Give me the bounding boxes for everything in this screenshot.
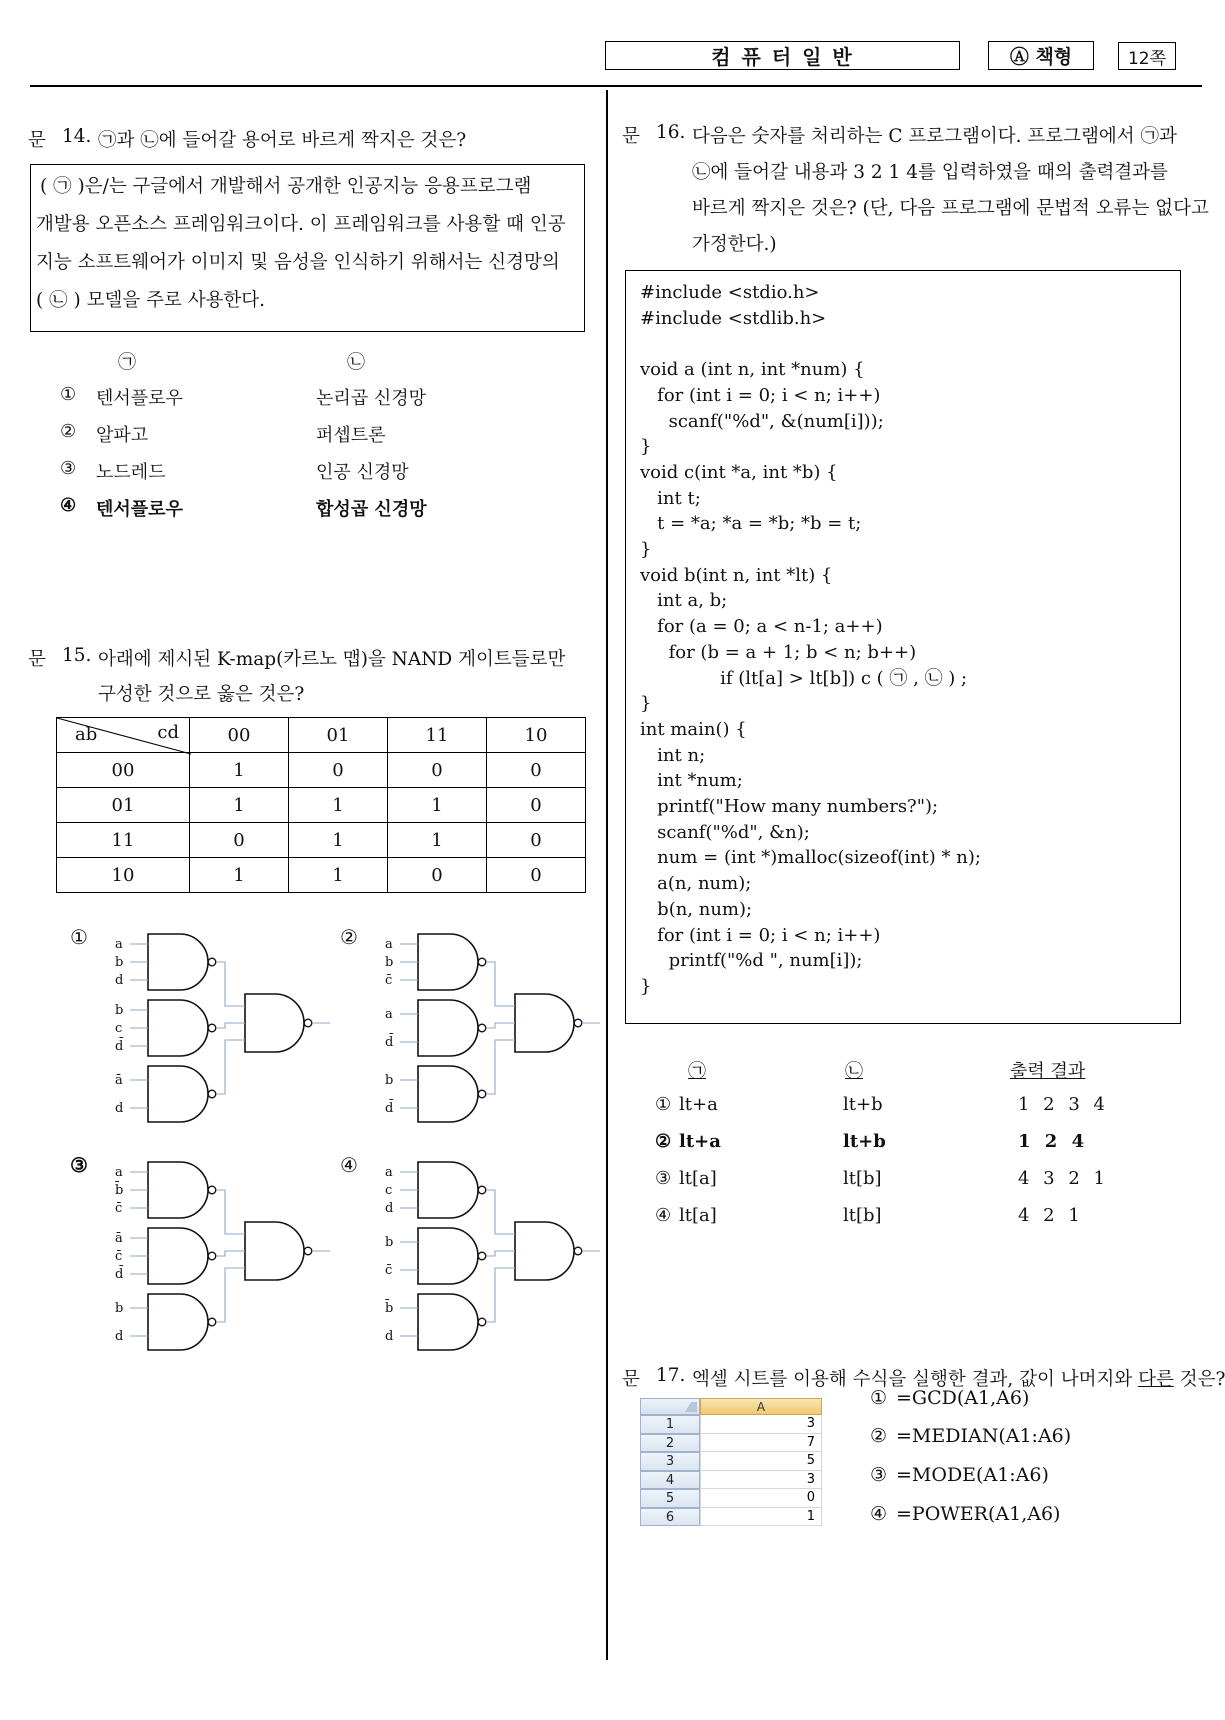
q14-choice-2-a: 알파고 [96,425,149,446]
q16-choice-3-out: 4 3 2 1 [1018,1168,1109,1189]
internal-wire [486,1190,515,1234]
kmap-col-header: 10 [487,718,586,753]
q16-question-line-2: ㉡에 들어갈 내용과 3 2 1 4를 입력하였을 때의 출력결과를 [692,162,1168,183]
nand-bubble [478,1252,486,1260]
excel-cell[interactable]: 3 [700,1471,822,1490]
nand-bubble [478,1090,486,1098]
q16-choice-4-num: ④ [655,1205,672,1226]
kmap-col-header: 01 [289,718,388,753]
kmap-cell: 1 [388,788,487,823]
input-label: a [115,1165,123,1180]
excel-cell[interactable]: 3 [700,1415,822,1434]
excel-select-all-corner [640,1398,700,1415]
kmap-row-label: 01 [57,788,190,823]
kmap-cell: 1 [190,858,289,893]
nand-gate [148,1228,208,1284]
nand-bubble [208,1090,216,1098]
input-label: ā [115,1073,123,1088]
final-nand-gate [515,994,574,1052]
input-label: d̄ [385,1035,394,1050]
kmap-cell: 0 [289,753,388,788]
q14-col2-header: ㉡ [347,352,365,373]
input-label: d [385,1201,394,1216]
input-label: c̄ [115,1201,123,1216]
input-label: ā [115,1231,123,1246]
kmap-cell: 1 [190,788,289,823]
input-label: d [115,973,124,988]
exam-form: Ⓐ 책형 [1009,46,1073,68]
nand-gate [418,1066,478,1122]
internal-wire [486,962,515,1006]
q16-choice-1-b: lt+b [843,1094,883,1115]
q16-col3-header: 출력 결과 [1010,1061,1086,1082]
excel-row-header[interactable]: 5 [640,1489,700,1508]
nand-bubble [304,1019,312,1027]
nand-gate [418,934,478,990]
q14-choice-2-b: 퍼셉트론 [316,425,386,446]
input-label: c̄ [385,973,393,988]
kmap-row [57,823,586,858]
nand-bubble [478,1024,486,1032]
input-label: b [385,955,394,970]
q15-label: 문 [28,649,46,670]
nand-gate [418,1162,478,1218]
nand-bubble [478,1318,486,1326]
q17-question-underlined: 다른 [1138,1369,1174,1390]
q16-choice-2-num: ② [655,1131,672,1152]
input-label: a [385,1165,393,1180]
kmap-row-label: 00 [57,753,190,788]
kmap-cell: 0 [388,753,487,788]
q16-label: 문 [622,126,640,147]
kmap-row [57,788,586,823]
input-label: d [385,1329,394,1344]
input-label: b [115,955,124,970]
internal-wire [486,1040,515,1094]
input-label: b̄ [115,1183,124,1198]
input-label: d̄ [115,1039,124,1054]
q17-choice-4-text: =POWER(A1,A6) [896,1503,1061,1525]
internal-wire [216,1023,245,1028]
internal-wire [216,1040,245,1094]
q16-question-line-4: 가정한다.) [692,234,777,255]
q14-choice-3-num: ③ [60,458,77,479]
q16-number: 16. [656,122,686,143]
nand-gate [148,1162,208,1218]
q17-choice-2-num: ② [870,1425,888,1447]
nand-circuit-diagram [110,912,340,1132]
internal-wire [216,1268,245,1322]
input-label: d̄ [385,1101,394,1116]
q14-choice-2-num: ② [60,421,77,442]
q17-question-post: 것은? [1173,1369,1225,1390]
kmap-cell: 1 [289,858,388,893]
q14-choice-4-a: 텐서플로우 [96,499,183,520]
input-label: a [385,1007,393,1022]
nand-bubble [304,1247,312,1255]
kmap-col-header: 00 [190,718,289,753]
excel-cell[interactable]: 7 [700,1434,822,1453]
q14-passage-line-1: ( ㉠ )은/는 구글에서 개발해서 공개한 인공지능 응용프로그램 [40,176,532,197]
input-label: c̄ [115,1249,123,1264]
excel-row-header[interactable]: 4 [640,1471,700,1490]
kmap-row-label: 10 [57,858,190,893]
q14-choice-4-b: 합성곱 신경망 [316,499,427,520]
internal-wire [486,1251,515,1256]
q16-col1-header: ㉠ [688,1061,706,1082]
kmap-cell: 0 [487,858,586,893]
q16-choice-1-out: 1 2 3 4 [1018,1094,1109,1115]
q16-code: #include <stdio.h> #include <stdlib.h> void a (int n, int *num) { for (int i = 0; i < n; i++) scanf("%d", &(num[i])); } void c(int *a, int *b) { int t; t = *a; *a = *b; *b = t; } void b(int n, int *lt) { int a, b; for (a = 0; a < n-1; a++) for (b = a + 1; b < n; b++) if (lt[a] > lt[b]) c ( ㉠ , ㉡ ) ; } int main() { int n; int *num; printf("How many numbers?"); scanf("%d", &n); num = (int *)malloc(sizeof(int) * n); a(n, num); b(n, num); for (int i = 0; i < n; i++) printf("%d ", num[i]); } [640,282,981,997]
kmap-table [56,717,586,893]
input-label: d [115,1101,124,1116]
q16-choice-4-b: lt[b] [843,1205,882,1226]
internal-wire [216,1190,245,1234]
excel-col-header[interactable]: A [700,1398,822,1415]
kmap-corner-row-var: ab [75,724,98,745]
q14-number: 14. [62,126,92,147]
subject-title: 컴 퓨 터 일 반 [711,45,854,69]
nand-gate [418,1000,478,1056]
nand-bubble [208,1252,216,1260]
input-label: a [385,937,393,952]
q16-choice-3-num: ③ [655,1168,672,1189]
kmap-cell: 0 [487,823,586,858]
q17-choice-1-text: =GCD(A1,A6) [896,1387,1030,1409]
q16-choice-4-out: 4 2 1 [1018,1205,1084,1226]
nand-bubble [478,958,486,966]
nand-gate [418,1294,478,1350]
q17-choice-3-text: =MODE(A1:A6) [896,1464,1049,1486]
final-nand-gate [515,1222,574,1280]
nand-bubble [208,1186,216,1194]
q15-question-line-1: 아래에 제시된 K-map(카르노 맵)을 NAND 게이트들로만 [98,649,566,670]
q16-choice-4-a: lt[a] [679,1205,717,1226]
subject-title-box [605,41,960,70]
q16-choice-2-out: 1 2 4 [1018,1131,1089,1152]
q14-passage-line-3: 지능 소프트웨어가 이미지 및 음성을 인식하기 위해서는 신경망의 [36,252,560,273]
q14-label: 문 [28,130,46,151]
input-label: c [385,1183,393,1198]
internal-wire [486,1268,515,1322]
kmap-cell: 0 [388,858,487,893]
kmap-cell: 0 [487,788,586,823]
q16-choice-1-num: ① [655,1094,672,1115]
nand-circuit-diagram [380,912,610,1132]
exam-form-box [988,41,1094,70]
input-label: b̄ [385,1301,394,1316]
nand-gate [148,1000,208,1056]
q15-option-number[interactable]: ③ [70,1153,88,1177]
q17-label: 문 [622,1369,640,1390]
nand-gate [148,934,208,990]
q14-choice-4-num: ④ [60,495,77,516]
nand-bubble [478,1186,486,1194]
nand-gate [148,1066,208,1122]
excel-row-header[interactable]: 2 [640,1434,700,1453]
kmap-cell: 0 [190,823,289,858]
q16-choice-3-b: lt[b] [843,1168,882,1189]
input-label: d [115,1329,124,1344]
final-nand-gate [245,1222,304,1280]
excel-cell[interactable]: 1 [700,1508,822,1527]
nand-bubble [208,958,216,966]
q17-choice-3-num: ③ [870,1464,888,1486]
q14-choice-1-num: ① [60,384,77,405]
q15-question-line-2: 구성한 것으로 옳은 것은? [98,684,305,705]
header-rule [30,85,1202,87]
kmap-row [57,753,586,788]
input-label: a [115,937,123,952]
q16-choice-2-a: lt+a [679,1131,721,1152]
internal-wire [216,1251,245,1256]
kmap-col-header: 11 [388,718,487,753]
q17-question-pre: 엑셀 시트를 이용해 수식을 실행한 결과, 값이 나머지와 [692,1369,1139,1390]
nand-circuit-diagram [380,1140,610,1360]
input-label: b [385,1235,394,1250]
kmap-cell: 0 [487,753,586,788]
q14-choice-1-b: 논리곱 신경망 [316,388,427,409]
q16-choice-2-b: lt+b [843,1131,886,1152]
input-label: c̄ [385,1263,393,1278]
page-number-box [1118,42,1176,70]
kmap-cell: 1 [289,788,388,823]
q16-question-line-3: 바르게 짝지은 것은? (단, 다음 프로그램에 문법적 오류는 없다고 [692,198,1209,219]
nand-circuit-diagram [110,1140,340,1360]
kmap-header-row [57,718,586,753]
q16-question-line-1: 다음은 숫자를 처리하는 C 프로그램이다. 프로그램에서 ㉠과 [692,126,1177,147]
excel-cell[interactable]: 0 [700,1489,822,1508]
kmap-cell: 1 [190,753,289,788]
nand-gate [418,1228,478,1284]
q17-number: 17. [656,1365,686,1386]
q14-choice-3-a: 노드레드 [96,462,166,483]
q14-passage-line-2: 개발용 오픈소스 프레임워크이다. 이 프레임워크를 사용할 때 인공 [36,214,566,235]
final-nand-gate [245,994,304,1052]
q14-passage-line-4: ( ㉡ ) 모델을 주로 사용한다. [36,290,266,311]
kmap-row-label: 11 [57,823,190,858]
input-label: d̄ [115,1267,124,1282]
q14-col1-header: ㉠ [118,352,136,373]
q14-choice-1-a: 텐서플로우 [96,388,183,409]
q15-option-number[interactable]: ② [340,925,358,949]
internal-wire [216,962,245,1006]
kmap-corner-col-var: cd [157,722,179,743]
excel-row-header[interactable]: 3 [640,1452,700,1471]
input-label: b [115,1003,124,1018]
kmap-row [57,858,586,893]
q15-option-number[interactable]: ④ [340,1153,358,1177]
q16-col2-header: ㉡ [845,1061,863,1082]
excel-cell[interactable]: 5 [700,1452,822,1471]
q15-option-number[interactable]: ① [70,925,88,949]
internal-wire [486,1023,515,1028]
kmap-cell: 1 [388,823,487,858]
column-divider [606,90,608,1660]
kmap-corner-cell [57,718,190,753]
q17-choice-2-text: =MEDIAN(A1:A6) [896,1425,1072,1447]
q14-question: ㉠과 ㉡에 들어갈 용어로 바르게 짝지은 것은? [98,130,467,151]
page-number: 12쪽 [1127,48,1167,69]
input-label: c [115,1021,123,1036]
nand-bubble [208,1318,216,1326]
q16-choice-1-a: lt+a [679,1094,718,1115]
q17-choice-4-num: ④ [870,1503,888,1525]
q15-number: 15. [62,645,92,666]
nand-bubble [574,1247,582,1255]
input-label: b [115,1301,124,1316]
nand-gate [148,1294,208,1350]
q16-choice-3-a: lt[a] [679,1168,717,1189]
q17-choice-1-num: ① [870,1387,888,1409]
excel-corner-triangle-icon [641,1399,701,1416]
excel-sheet [640,1398,822,1528]
excel-row-header[interactable]: 6 [640,1508,700,1527]
excel-row-header[interactable]: 1 [640,1415,700,1434]
nand-bubble [208,1024,216,1032]
input-label: b [385,1073,394,1088]
kmap-cell: 1 [289,823,388,858]
q14-choice-3-b: 인공 신경망 [316,462,409,483]
nand-bubble [574,1019,582,1027]
